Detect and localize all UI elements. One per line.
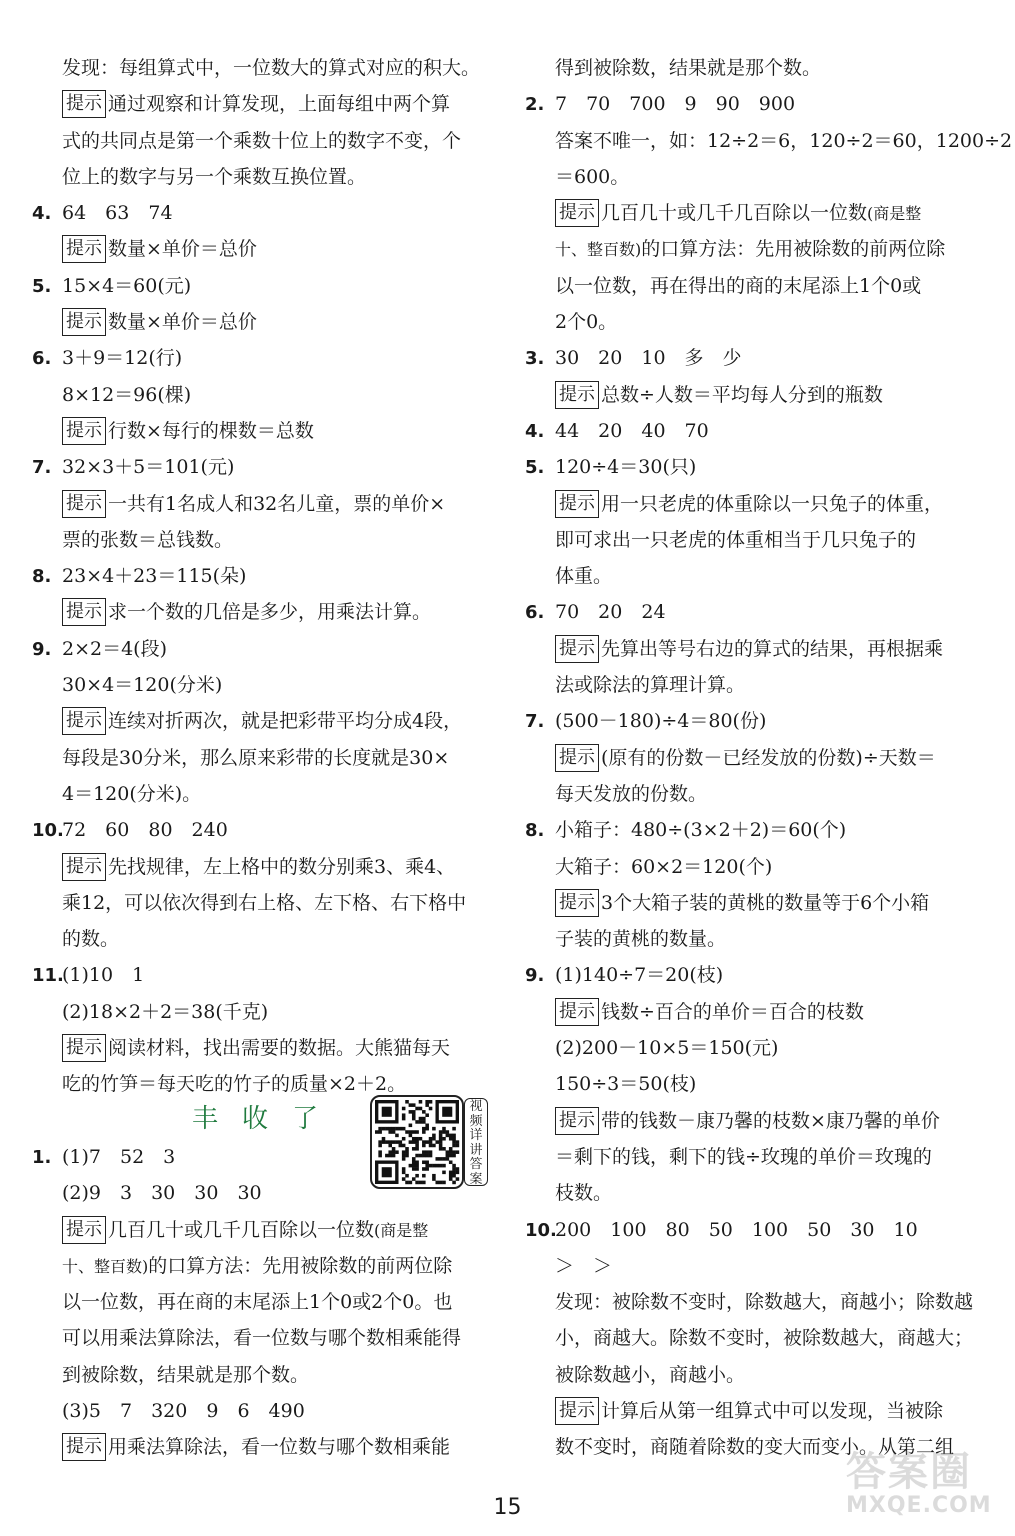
answer-line — [32, 304, 500, 340]
answer-line — [32, 667, 500, 703]
answer-line — [32, 522, 500, 558]
hint-label: 提示 — [62, 490, 106, 518]
line-text: 大箱子：60×2＝120(个) — [555, 855, 773, 878]
line-text: 总数÷人数＝平均每人分到的瓶数 — [601, 383, 883, 406]
hint-label: 提示 — [555, 635, 599, 663]
answer-line — [525, 50, 997, 86]
answer-line — [525, 1393, 997, 1429]
question-line — [525, 594, 997, 630]
line-text: 3＋9＝12(行) — [62, 347, 183, 370]
answer-line — [525, 740, 997, 776]
question-line — [32, 631, 500, 667]
line-text: 通过观察和计算发现，上面每组中两个算 — [108, 93, 451, 116]
answer-line — [525, 159, 997, 195]
line-text: ＝剩下的钱，剩下的钱÷玫瑰的单价＝玫瑰的 — [555, 1145, 932, 1168]
line-text: 答案不唯一，如：12÷2＝6，120÷2＝60，1200÷2 — [555, 129, 1013, 152]
watermark-site: MXQE.COM — [846, 1493, 992, 1518]
line-text: 阅读材料，找出需要的数据。大熊猫每天 — [108, 1037, 451, 1060]
answer-line — [32, 921, 500, 957]
answer-line — [32, 86, 500, 122]
answer-line — [525, 921, 997, 957]
hint-label: 提示 — [555, 381, 599, 409]
question-line — [32, 558, 500, 594]
question-number: 9. — [32, 638, 52, 660]
line-text: 每段是30分米，那么原来彩带的长度就是30× — [62, 746, 450, 769]
answer-line — [525, 776, 997, 812]
line-text: 7 70 700 9 90 900 — [555, 93, 796, 116]
hint-label: 提示 — [555, 490, 599, 518]
question-line — [32, 268, 500, 304]
line-text: 150÷3＝50(枝) — [555, 1073, 697, 1096]
question-line — [525, 413, 997, 449]
question-line — [32, 340, 500, 376]
line-text: 带的钱数－康乃馨的枝数×康乃馨的单价 — [601, 1109, 940, 1132]
question-line — [32, 957, 500, 993]
line-text: 32×3＋5＝101(元) — [62, 456, 235, 479]
line-text: 子装的黄桃的数量。 — [555, 928, 727, 951]
line-text: 钱数÷百合的单价＝百合的枝数 — [601, 1000, 864, 1023]
hint-label: 提示 — [62, 90, 106, 118]
answer-line — [525, 1357, 997, 1393]
hint-note: 十、整百数) — [62, 1256, 149, 1276]
answer-line — [32, 1320, 500, 1356]
answer-line — [32, 849, 500, 885]
line-text: (原有的份数－已经发放的份数)÷天数＝ — [601, 746, 936, 769]
answer-line — [525, 885, 997, 921]
line-text: 吃的竹笋＝每天吃的竹子的质量×2＋2。 — [62, 1073, 407, 1096]
answer-line — [525, 377, 997, 413]
line-text: 一共有1名成人和32名儿童，票的单价× — [108, 492, 446, 515]
hint-label: 提示 — [62, 235, 106, 263]
line-text: 连续对折两次，就是把彩带平均分成4段， — [108, 710, 463, 733]
line-text: 每天发放的份数。 — [555, 782, 708, 805]
answer-line — [32, 413, 500, 449]
answer-line — [525, 849, 997, 885]
line-text: 位上的数字与另一个乘数互换位置。 — [62, 165, 367, 188]
line-text: 200 100 80 50 100 50 30 10 — [555, 1218, 918, 1241]
hint-label: 提示 — [555, 199, 599, 227]
line-text: 发现：被除数不变时，除数越大，商越小；除数越 — [555, 1291, 974, 1314]
line-text: 小，商越大。除数不变时，被除数越大，商越大； — [555, 1327, 974, 1350]
hint-label: 提示 — [555, 998, 599, 1026]
hint-label: 提示 — [555, 889, 599, 917]
hint-label: 提示 — [62, 853, 106, 881]
question-line — [525, 449, 997, 485]
line-text: 用一只老虎的体重除以一只兔子的体重， — [601, 492, 944, 515]
line-text: (1)10 1 — [62, 964, 145, 987]
answer-line — [32, 703, 500, 739]
line-text: 数量×单价＝总价 — [108, 238, 257, 261]
answer-line — [525, 1066, 997, 1102]
answer-line — [525, 1103, 997, 1139]
line-text: 的口算方法：先用被除数的前两位除 — [148, 1254, 453, 1277]
line-text: 4＝120(分米)。 — [62, 782, 202, 805]
hint-label: 提示 — [62, 1034, 106, 1062]
answer-line — [32, 1429, 500, 1465]
line-text: 式的共同点是第一个乘数十位上的数字不变，个 — [62, 129, 462, 152]
question-number: 2. — [525, 94, 545, 116]
hint-label: 提示 — [555, 1397, 599, 1425]
line-text: 枝数。 — [555, 1182, 613, 1205]
line-text: 求一个数的几倍是多少，用乘法计算。 — [108, 601, 432, 624]
line-text: ＞ ＞ — [555, 1254, 613, 1277]
hint-label: 提示 — [62, 417, 106, 445]
watermark-text: 答案圈 — [846, 1449, 972, 1495]
question-number: 10. — [525, 1219, 557, 1241]
answer-line — [32, 1284, 500, 1320]
question-number: 8. — [525, 820, 545, 842]
answer-line — [525, 231, 997, 267]
answer-line — [32, 1393, 500, 1429]
hint-note: (商是整 — [374, 1220, 429, 1240]
page-number: 15 — [493, 1495, 522, 1520]
line-text: 23×4＋23＝115(朵) — [62, 565, 247, 588]
answer-line — [32, 885, 500, 921]
line-text: 用乘法算除法，看一位数与哪个数相乘能 — [108, 1436, 451, 1459]
line-text: 发现：每组算式中，一位数大的算式对应的积大。 — [62, 57, 481, 79]
answer-line — [32, 1248, 500, 1284]
line-text: 3个大箱子装的黄桃的数量等于6个小箱 — [601, 891, 930, 914]
question-number: 4. — [525, 420, 545, 442]
question-number: 6. — [525, 602, 545, 624]
line-text: 30 20 10 多 少 — [555, 347, 742, 370]
answer-line — [525, 123, 1013, 159]
answer-line — [32, 776, 500, 812]
answer-line — [525, 304, 997, 340]
answer-line — [32, 1030, 500, 1066]
line-text: 的口算方法：先用被除数的前两位除 — [641, 238, 946, 261]
qr-code[interactable] — [370, 1095, 464, 1189]
line-text: 数不变时，商随着除数的变大而变小。从第二组 — [555, 1436, 955, 1459]
line-text: 以一位数，再在得出的商的末尾添上1个0或 — [555, 274, 922, 297]
line-text: (2)200－10×5＝150(元) — [555, 1037, 779, 1060]
answer-line — [525, 195, 997, 231]
answer-line — [525, 1284, 997, 1320]
question-number: 11. — [32, 965, 64, 987]
question-line — [525, 812, 997, 848]
line-text: 70 20 24 — [555, 601, 666, 624]
hint-label: 提示 — [62, 308, 106, 336]
answer-line — [525, 522, 997, 558]
answer-line — [525, 558, 997, 594]
section-title: 丰收了 — [192, 1103, 343, 1134]
line-text: 2个0。 — [555, 311, 618, 334]
line-text: ＝600。 — [555, 165, 630, 188]
answer-line — [525, 631, 997, 667]
qr-video-label: 视频详讲答案 — [464, 1098, 488, 1186]
answer-line — [525, 1320, 997, 1356]
line-text: 先找规律，左上格中的数分别乘3、乘4、 — [108, 855, 456, 878]
right-column — [525, 50, 1013, 1466]
question-line — [525, 957, 997, 993]
question-number: 9. — [525, 965, 545, 987]
line-text: 64 63 74 — [62, 202, 173, 225]
line-text: (1)7 52 3 — [62, 1145, 176, 1168]
hint-label: 提示 — [62, 1433, 106, 1461]
line-text: 体重。 — [555, 565, 613, 588]
hint-label: 提示 — [555, 1107, 599, 1135]
line-text: (2)18×2＋2＝38(千克) — [62, 1000, 269, 1023]
line-text: 2×2＝4(段) — [62, 637, 168, 660]
line-text: (1)140÷7＝20(枝) — [555, 964, 724, 987]
line-text: 票的张数＝总钱数。 — [62, 528, 234, 551]
line-text: 行数×每行的棵数＝总数 — [108, 419, 314, 442]
answer-line — [32, 159, 500, 195]
hint-note: (商是整 — [867, 204, 922, 224]
question-number: 7. — [32, 457, 52, 479]
answer-line — [32, 740, 500, 776]
line-text: 72 60 80 240 — [62, 819, 228, 842]
answer-line — [32, 377, 500, 413]
watermark-logo — [846, 1440, 1006, 1528]
qr-code-image — [372, 1097, 462, 1187]
line-text: 几百几十或几千几百除以一位数 — [601, 202, 868, 225]
hint-label: 提示 — [62, 707, 106, 735]
question-number: 5. — [32, 275, 52, 297]
hint-label: 提示 — [62, 598, 106, 626]
line-text: 几百几十或几千几百除以一位数 — [108, 1218, 375, 1241]
hint-label: 提示 — [62, 1216, 106, 1244]
line-text: 即可求出一只老虎的体重相当于几只兔子的 — [555, 528, 917, 551]
line-text: 到被除数，结果就是那个数。 — [62, 1363, 310, 1386]
line-text: 可以用乘法算除法，看一位数与哪个数相乘能得 — [62, 1327, 462, 1350]
answer-line — [525, 1030, 997, 1066]
question-number: 3. — [525, 348, 545, 370]
answer-line — [32, 994, 500, 1030]
answer-line — [32, 50, 500, 86]
answer-line — [525, 1139, 997, 1175]
question-line — [32, 812, 500, 848]
line-text: 15×4＝60(元) — [62, 274, 192, 297]
line-text: 30×4＝120(分米) — [62, 674, 223, 697]
answer-line — [32, 231, 500, 267]
line-text: 的数。 — [62, 928, 120, 951]
line-text: 数量×单价＝总价 — [108, 311, 257, 334]
answer-line — [525, 1175, 997, 1211]
question-line — [525, 1212, 997, 1248]
question-number: 7. — [525, 711, 545, 733]
line-text: 法或除法的算理计算。 — [555, 674, 746, 697]
line-text: 44 20 40 70 — [555, 419, 709, 442]
line-text: 8×12＝96(棵) — [62, 383, 192, 406]
line-text: 120÷4＝30(只) — [555, 456, 697, 479]
line-text: 小箱子：480÷(3×2＋2)＝60(个) — [555, 819, 847, 842]
question-number: 8. — [32, 566, 52, 588]
line-text: 得到被除数，结果就是那个数。 — [555, 57, 822, 79]
question-line — [525, 86, 997, 122]
question-line — [32, 449, 500, 485]
question-number: 1. — [32, 1146, 52, 1168]
line-text: 乘12，可以依次得到右上格、左下格、右下格中 — [62, 891, 467, 914]
hint-note: 十、整百数) — [555, 240, 642, 260]
left-column — [32, 50, 500, 1466]
answer-line — [525, 1248, 997, 1284]
line-text: 被除数越小，商越小。 — [555, 1363, 746, 1386]
answer-line — [32, 1357, 500, 1393]
answer-line — [32, 123, 500, 159]
answer-line — [32, 594, 500, 630]
line-text: (3)5 7 320 9 6 490 — [62, 1399, 305, 1422]
question-line — [525, 703, 997, 739]
answer-line — [32, 1212, 500, 1248]
question-line — [32, 195, 500, 231]
line-text: 计算后从第一组算式中可以发现，当被除 — [601, 1399, 944, 1422]
line-text: 以一位数，再在商的末尾添上1个0或2个0。也 — [62, 1291, 453, 1314]
line-text: (2)9 3 30 30 30 — [62, 1182, 262, 1205]
question-number: 6. — [32, 348, 52, 370]
answer-line — [32, 486, 500, 522]
answer-line — [525, 667, 997, 703]
question-number: 4. — [32, 203, 52, 225]
question-number: 5. — [525, 457, 545, 479]
line-text: 先算出等号右边的算式的结果，再根据乘 — [601, 637, 944, 660]
question-line — [525, 340, 997, 376]
answer-line — [525, 994, 997, 1030]
line-text: (500－180)÷4＝80(份) — [555, 710, 767, 733]
answer-line — [525, 268, 997, 304]
question-number: 10. — [32, 820, 64, 842]
hint-label: 提示 — [555, 744, 599, 772]
answer-line — [525, 486, 997, 522]
